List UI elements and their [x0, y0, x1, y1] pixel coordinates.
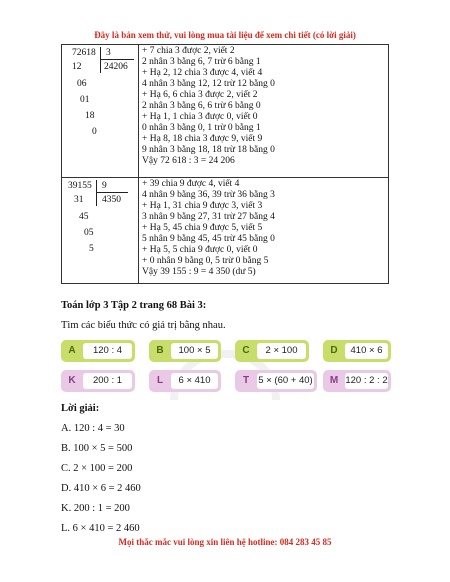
- dividend: 72618: [72, 48, 96, 58]
- expression-card: [61, 340, 135, 362]
- expression-card: [235, 370, 317, 392]
- step-line: + Hạ 5, 45 chia 9 được 5, viết 5: [142, 223, 263, 233]
- card-letter: M: [329, 375, 339, 386]
- division-bar-horizontal: [96, 192, 128, 193]
- remainder: 45: [79, 212, 89, 222]
- step-line: 9 nhân 3 bằng 18, 18 trừ 18 bằng 0: [142, 145, 275, 155]
- expression-card: [149, 370, 221, 392]
- solution-line: L. 6 × 410 = 2 460: [61, 523, 140, 534]
- card-expression: 120 : 2 : 2: [345, 373, 388, 389]
- remainder: 5: [89, 244, 94, 254]
- card-expression: 6 × 410: [171, 373, 218, 389]
- division-bar-vertical: [100, 47, 101, 73]
- card-letter: A: [68, 345, 76, 356]
- card-expression: 2 × 100: [257, 343, 306, 359]
- hotline-footer: Mọi thắc mắc vui lòng xin liên hệ hotline: 084 283 45 85: [118, 537, 332, 547]
- card-letter: C: [242, 345, 250, 356]
- solution-line: C. 2 × 100 = 200: [61, 463, 133, 474]
- remainder: 31: [74, 195, 84, 205]
- card-letter: B: [156, 345, 164, 356]
- remainder: 12: [72, 62, 82, 72]
- card-letter: L: [156, 375, 164, 386]
- step-line: 4 nhân 3 bằng 12, 12 trừ 12 bằng 0: [142, 79, 275, 89]
- step-line: 5 nhân 9 bằng 45, 45 trừ 45 bằng 0: [142, 234, 275, 244]
- solution-line: A. 120 : 4 = 30: [61, 423, 125, 434]
- step-line: + Hạ 6, 6 chia 3 được 2, viết 2: [142, 90, 258, 100]
- card-expression: 120 : 4: [83, 343, 132, 359]
- long-division-1: [62, 45, 138, 177]
- division-steps-2: [142, 179, 386, 278]
- divisor: 3: [106, 48, 111, 58]
- solution-title: Lời giải:: [61, 403, 100, 414]
- step-line: + 0 nhân 9 bằng 0, 5 trừ 0 bằng 5: [142, 256, 269, 266]
- remainder: 05: [84, 228, 94, 238]
- quotient: 24206: [104, 62, 128, 72]
- step-line: + Hạ 5, 5 chia 9 được 0, viết 0: [142, 245, 258, 255]
- division-table: [61, 44, 389, 284]
- step-line: 4 nhân 9 bằng 36, 39 trừ 36 bằng 3: [142, 190, 275, 200]
- division-bar-vertical: [96, 180, 97, 206]
- dividend: 39155: [68, 181, 92, 191]
- expression-card: [61, 370, 135, 392]
- card-letter: K: [68, 375, 76, 386]
- step-line: 2 nhân 3 bằng 6, 6 trừ 6 bằng 0: [142, 101, 261, 111]
- expression-card: [235, 340, 309, 362]
- step-line: + 39 chia 9 được 4, viết 4: [142, 179, 240, 189]
- step-line: Vậy 72 618 : 3 = 24 206: [142, 156, 235, 166]
- division-row-1: [62, 45, 388, 177]
- step-line: + Hạ 8, 18 chia 3 được 9, viết 9: [142, 134, 263, 144]
- expression-card: [149, 340, 221, 362]
- step-line: + Hạ 2, 12 chia 3 được 4, viết 4: [142, 68, 263, 78]
- long-division-2: [62, 178, 138, 285]
- remainder: 06: [77, 79, 87, 89]
- step-line: + Hạ 1, 31 chia 9 được 3, viết 3: [142, 201, 263, 211]
- preview-banner: Đây là bản xem thử, vui lòng mua tài liệu để xem chi tiết (có lời giải): [94, 30, 356, 40]
- step-line: 2 nhân 3 bằng 6, 7 trừ 6 bằng 1: [142, 57, 261, 67]
- card-expression: 410 × 6: [345, 343, 388, 359]
- card-expression: 200 : 1: [83, 373, 132, 389]
- solution-line: K. 200 : 1 = 200: [61, 503, 130, 514]
- remainder: 18: [85, 111, 95, 121]
- step-line: + Hạ 1, 1 chia 3 được 0, viết 0: [142, 112, 258, 122]
- step-line: Vậy 39 155 : 9 = 4 350 (dư 5): [142, 267, 256, 277]
- card-expression: 5 × (60 + 40): [257, 373, 314, 389]
- card-letter: D: [330, 345, 338, 356]
- quotient: 4350: [102, 195, 121, 205]
- problem-text: Tìm các biểu thức có giá trị bằng nhau.: [61, 320, 226, 331]
- solution-line: D. 410 × 6 = 2 460: [61, 483, 141, 494]
- problem-title: Toán lớp 3 Tập 2 trang 68 Bài 3:: [61, 300, 207, 311]
- divisor: 9: [102, 181, 107, 191]
- card-letter: T: [242, 375, 250, 386]
- remainder: 01: [80, 95, 90, 105]
- solution-line: B. 100 × 5 = 500: [61, 443, 133, 454]
- division-row-2: [62, 178, 388, 285]
- division-bar-horizontal: [100, 59, 134, 60]
- expression-card: [323, 370, 391, 392]
- step-line: 0 nhân 3 bằng 0, 1 trừ 0 bằng 1: [142, 123, 261, 133]
- division-steps-1: [142, 46, 386, 167]
- remainder: 0: [92, 127, 97, 137]
- step-line: 3 nhân 9 bằng 27, 31 trừ 27 bằng 4: [142, 212, 275, 222]
- step-line: + 7 chia 3 được 2, viết 2: [142, 46, 235, 56]
- expression-card: [323, 340, 391, 362]
- card-expression: 100 × 5: [171, 343, 218, 359]
